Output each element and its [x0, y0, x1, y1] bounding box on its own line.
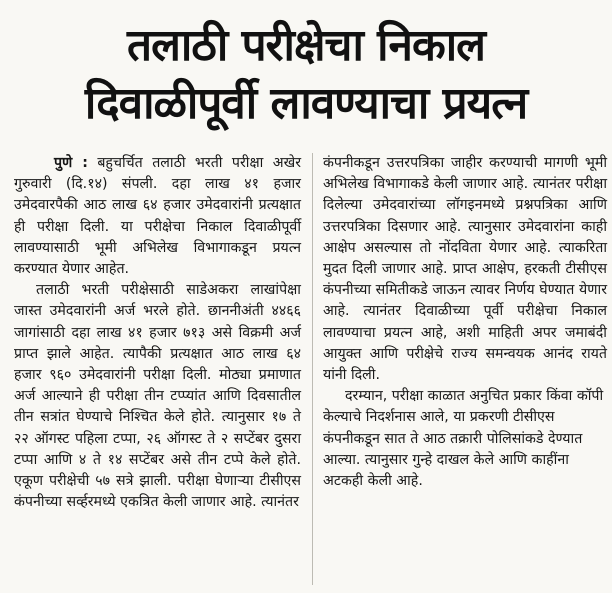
article-paragraph: कंपनीकडून उत्तरपत्रिका जाहीर करण्याची मागणी भूमी अभिलेख विभागाकडे केली जाणार आहे. त्यानंतर परीक्षा दिलेल्या उमेदवारांच्या लॉगइनमध्ये प्रश्नपत्रिका आणि उत्तरपत्रिका दिसणार आहे. त्यानुसार उमेदवारांना काही आक्षेप असल्यास तो नोंदविता येणार आहे. त्याकरिता मुदत दिली जाणार आहे. प्राप्त आक्षेप, हरकती टीसीएस कंपनीच्या समितीकडे जाऊन त्यावर निर्णय घेण्यात येणार आहे. त्यानंतर दिवाळीच्या पूर्वी परीक्षेचा निकाल लावण्याचा प्रयत्न आहे, अशी माहिती अपर जमाबंदी आयुक्त आणि परीक्षेचे राज्य समन्वयक आनंद रायते यांनी दिली.	[323, 155, 607, 384]
headline-line-1: तलाठी परीक्षेचा निकाल	[126, 20, 485, 71]
article-paragraph: तलाठी भरती परीक्षेसाठी साडेअकरा लाखांपेक्षा जास्त उमेदवारांनी अर्ज भरले होते. छाननीअंती ४४६६ जागांसाठी दहा लाख ४१ हजार ७१३ असे विक्रमी अर्ज प्राप्त झाले आहेत. त्यापैकी प्रत्यक्षात आठ लाख ६४ हजार ९६० उमेदवारांनी परीक्षा दिली. मोठ्या प्रमाणात अर्ज आल्याने ही परीक्षा तीन टप्प्यांत आणि दिवसातील तीन सत्रांत घेण्याचे निश्चित केले होते. त्यानुसार १७ ते २२ ऑगस्ट पहिला टप्पा, २६ ऑगस्ट ते २ सप्टेंबर दुसरा टप्पा आणि ४ ते १४ सप्टेंबर असे तीन टप्पे केले होते. एकूण परीक्षेची ५७ सत्रे झाली. परीक्षा घेणाऱ्या टीसीएस कंपनीच्या सर्व्हरमध्ये एकत्रित केली जाणार आहे. त्यानंतर	[14, 282, 301, 511]
dateline: पुणे :	[54, 155, 88, 171]
column-divider	[312, 153, 313, 585]
paragraph-text: बहुचर्चित तलाठी भरती परीक्षा अखेर गुरुवारी (दि.१४) संपली. दहा लाख ४१ हजार उमेदवारपैकी आठ लाख ६४ हजार उमेदवारांनी प्रत्यक्षात ही परीक्षा दिली. या परीक्षेचा निकाल दिवाळीपूर्वी लावण्यासाठी भूमी अभिलेख विभागाकडून प्रयत्न करण्यात येणार आहेत.	[14, 155, 301, 278]
headline-line-2: दिवाळीपूर्वी लावण्याचा प्रयत्न	[84, 78, 528, 129]
article-paragraph: दरम्यान, परीक्षा काळात अनुचित प्रकार किंवा कॉपी केल्याचे निदर्शनास आले, या प्रकरणी टीसीएस कंपनीकडून सात ते आठ तक्रारी पोलिसांकडे देण्यात आल्या. त्यानुसार गुन्हे दाखल केले आणि काहींना अटकही केली आहे.	[323, 388, 604, 490]
article-column-left	[14, 153, 301, 513]
article-paragraph	[14, 153, 301, 280]
article-column-right	[323, 153, 607, 492]
